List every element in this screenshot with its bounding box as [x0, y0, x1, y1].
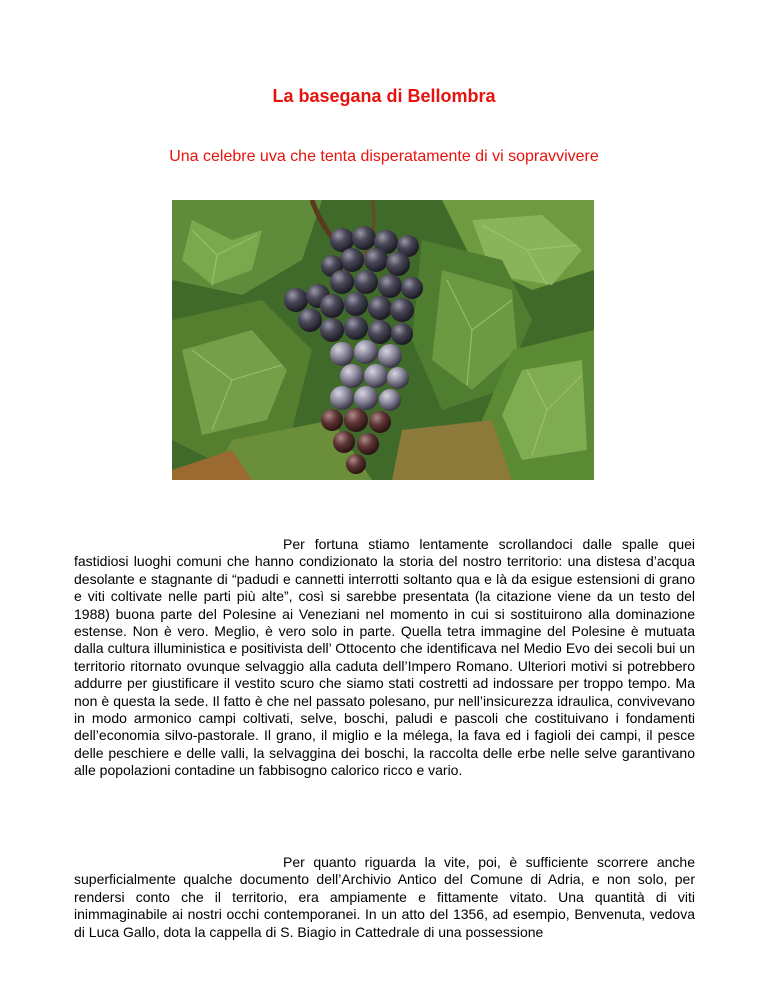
- body-paragraph-2-text: Per quanto riguarda la vite, poi, è sufficiente scorrere anche superficialmente qualche documento dell’Archivio Antico del Comune di Adria, e non solo, per rendersi conto che il territorio, era ampiamente e fittamente vitato. Una quantità di viti inimmaginabile ai nostri occhi contemporanei. In un atto del 1356, ad esempio, Benvenuta, vedova di Luca Gallo, dota la cappella di S. Biagio in Cattedrale di una possessione: [74, 854, 695, 940]
- body-paragraph-1: [74, 536, 695, 780]
- document-subtitle: Una celebre uva che tenta disperatamente di vi sopravvivere: [169, 148, 599, 165]
- grape-cluster-photo: [172, 200, 594, 480]
- body-paragraph-1-text: Per fortuna stiamo lentamente scrollandoci dalle spalle quei fastidiosi luoghi comuni che hanno condizionato la storia del nostro territorio: una distesa d’acqua desolante e stagnante di “padudi e cannetti interrotti soltanto qua e là da esigue estensioni di grano e viti coltivate nelle parti più alte”, così si sarebbe presentata (la citazione viene da un testo del 1988) buona parte del Polesine ai Veneziani nel momento in cui si sostituirono alla dominazione estense. Non è vero. Meglio, è vero solo in parte. Quella tetra immagine del Polesine è mutuata dalla cultura illuministica e positivista dell’ Ottocento che identificava nel Medio Evo dei secoli bui un territorio ritornato ovunque selvaggio alla caduta dell’Impero Romano. Ulteriori motivi si potrebbero addurre per giustificare il vestito scuro che siamo stati costretti ad indossare per troppo tempo. Ma non è questa la sede. Il fatto è che nel passato polesano, pur nell’insicurezza idraulica, convivevano in modo armonico campi coltivati, selve, boschi, paludi e pascoli che costituivano i fondamenti dell’economia silvo-pastorale. Il grano, il miglio e la mélega, la fava ed i fagioli dei campi, il pesce delle peschiere e delle valli, la selvaggina dei boschi, la raccolta delle erbe nelle selve garantivano alle popolazioni contadine un fabbisogno calorico ricco e vario.: [74, 536, 695, 779]
- document-title: La basegana di Bellombra: [272, 86, 496, 106]
- body-paragraph-2: [74, 854, 695, 941]
